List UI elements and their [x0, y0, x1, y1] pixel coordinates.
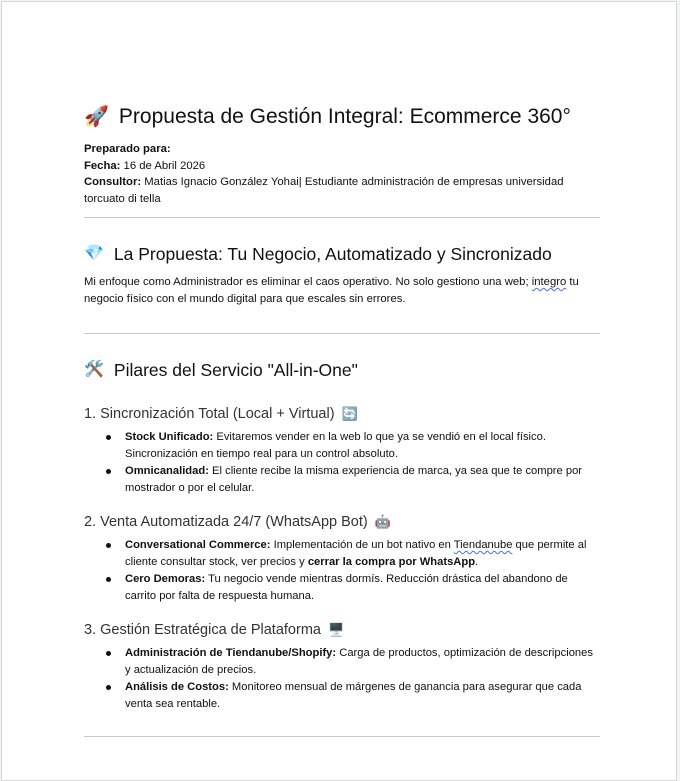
section-heading-proposal [84, 242, 604, 266]
pillar-heading [84, 512, 604, 532]
list-item [84, 645, 600, 678]
list-item-label: Conversational Commerce: [125, 539, 271, 551]
list-item-text: que permite al cliente consultar stock, ver precios y [125, 539, 587, 568]
list-item-text: Implementación de un bot nativo en [270, 539, 454, 551]
proposal-paragraph [84, 274, 584, 308]
pillar-block [84, 512, 604, 604]
bullet-icon [106, 435, 111, 440]
gem-icon: 💎 [84, 245, 104, 262]
rocket-icon: 🚀 [84, 106, 109, 128]
list-item-label: Administración de Tiendanube/Shopify: [125, 647, 337, 659]
document-content [84, 102, 604, 737]
bullet-list [84, 537, 604, 604]
document-page [1, 1, 677, 781]
paragraph-text: tu negocio físico con el mundo digital para que escales sin errores. [84, 276, 579, 305]
bullet-list [84, 645, 604, 712]
list-item [84, 679, 600, 712]
bullet-icon [106, 469, 111, 474]
consultant-label: Consultor: [84, 176, 142, 188]
list-item-text: Tu negocio vende mientras dormís. Reducción drástica del abandono de carrito por falta de respuesta humana. [125, 573, 568, 602]
list-item-label: Stock Unificado: [125, 431, 214, 443]
sync-icon: 🔄 [341, 406, 358, 421]
date-label: Fecha: [84, 159, 121, 172]
list-item-text: Evitaremos vender en la web lo que ya se vendió en el local físico. Sincronización en tiempo real para un control absoluto. [125, 431, 546, 460]
document-title [84, 102, 604, 132]
consultant-line [84, 174, 604, 207]
divider [84, 333, 600, 334]
bullet-list [84, 429, 604, 496]
consultant-value: Matias Ignacio González Yohai| Estudiante administración de empresas universidad torcuato di tella [84, 176, 564, 205]
pillar-block [84, 404, 604, 496]
section-heading-pillars [84, 358, 604, 382]
list-item-text: Carga de productos, optimización de descripciones y actualización de precios. [125, 647, 593, 676]
bullet-icon [106, 577, 111, 582]
list-item [84, 537, 600, 570]
date-line [84, 158, 604, 175]
bullet-icon [106, 685, 111, 690]
date-value: 16 de Abril 2026 [120, 159, 206, 172]
list-item-emphasis: cerrar la compra por WhatsApp [307, 555, 476, 568]
list-item-label: Cero Demoras: [125, 573, 206, 585]
list-item-text: El cliente recibe la misma experiencia de marca, ya sea que te compre por mostrador o por el celular. [125, 465, 583, 494]
tools-icon: 🛠️ [84, 361, 104, 378]
list-item-text: Monitoreo mensual de márgenes de ganancia para asegurar que cada venta sea rentable. [125, 681, 582, 710]
pillar-block [84, 620, 604, 712]
document-title-text: Propuesta de Gestión Integral: Ecommerce 360° [118, 105, 571, 128]
computer-icon: 🖥️ [327, 622, 345, 637]
pillar-heading-text: 1. Sincronización Total (Local + Virtual) [84, 406, 335, 422]
list-item-label: Análisis de Costos: [125, 681, 229, 693]
spellcheck-word[interactable]: Tiendanube [453, 539, 513, 551]
list-item-label: Omnicanalidad: [125, 465, 209, 477]
bullet-icon [106, 651, 111, 656]
divider [84, 736, 600, 737]
paragraph-text: Mi enfoque como Administrador es eliminar el caos operativo. No solo gestiono una web; [84, 276, 532, 288]
pillar-heading-text: 2. Venta Automatizada 24/7 (WhatsApp Bot) [84, 514, 368, 530]
pillar-heading [84, 620, 604, 640]
list-item [84, 571, 600, 604]
list-item [84, 429, 600, 462]
section-heading-text: La Propuesta: Tu Negocio, Automatizado y Sincronizado [113, 244, 552, 264]
section-heading-text: Pilares del Servicio "All-in-One" [113, 360, 358, 380]
pillar-heading-text: 3. Gestión Estratégica de Plataforma [84, 622, 321, 638]
pillar-heading [84, 404, 604, 424]
list-item [84, 463, 600, 496]
divider [84, 217, 600, 218]
document-meta [84, 141, 604, 207]
prepared-for-line [84, 141, 604, 158]
spellcheck-word[interactable]: integro [531, 276, 567, 288]
bullet-icon [106, 543, 111, 548]
prepared-for-label: Preparado para: [84, 143, 171, 155]
list-item-text: . [475, 555, 479, 568]
robot-icon: 🤖 [374, 514, 391, 529]
